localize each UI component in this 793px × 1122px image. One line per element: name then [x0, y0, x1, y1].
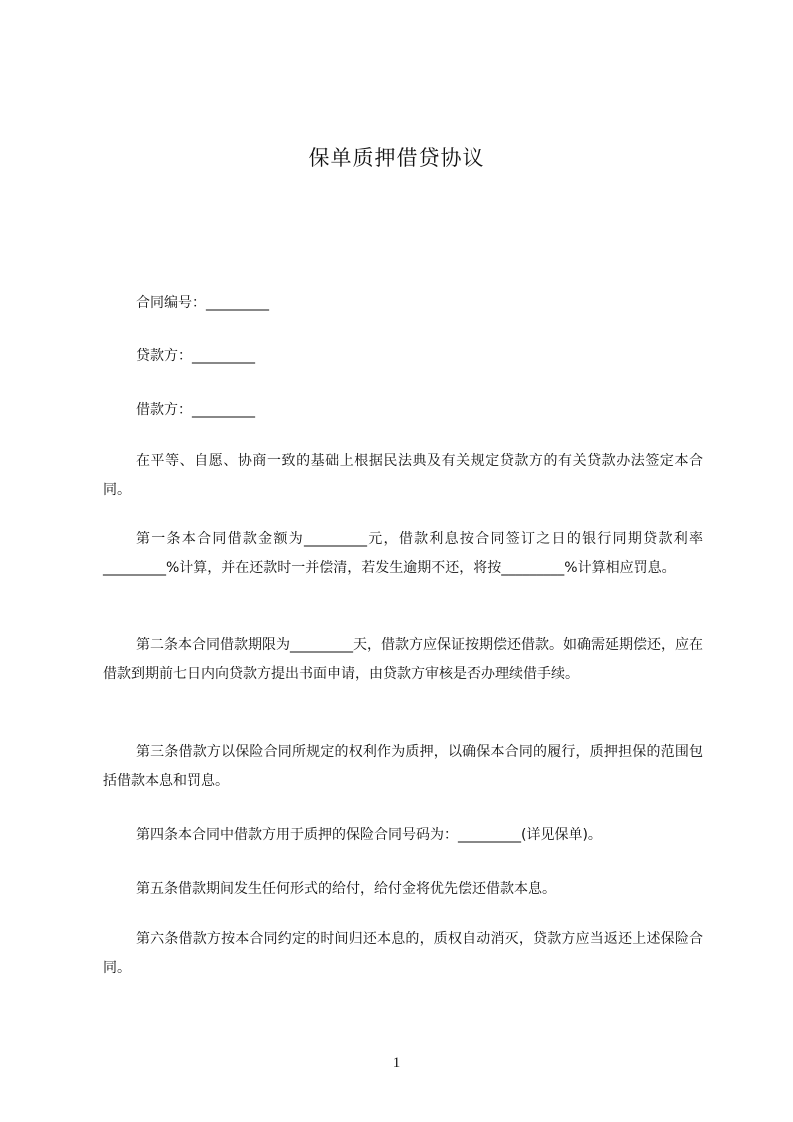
article-4: 第四条本合同中借款方用于质押的保险合同号码为：_________(详见保单)。: [136, 827, 602, 843]
article-6: 第六条借款方按本合同约定的时间归还本息的，质权自动消灭，贷款方应当返还上述保险合同。: [103, 931, 703, 976]
article-1: 第一条本合同借款金额为_________元，借款利息按合同签订之日的银行同期贷款利率_________%计算，并在还款时一并偿清，若发生逾期不还，将按_________%计算相应罚息。: [103, 531, 703, 576]
article-5: 第五条借款期间发生任何形式的给付，给付金将优先偿还借款本息。: [136, 881, 556, 897]
document-title: 保单质押借贷协议: [308, 146, 485, 170]
borrower-field: 借款方：_________: [136, 402, 255, 418]
page-number: 1: [392, 1055, 401, 1071]
lender-field: 贷款方：_________: [136, 348, 255, 364]
article-2: 第二条本合同借款期限为_________天，借款方应保证按期偿还借款。如确需延期偿还，应在借款到期前七日内向贷款方提出书面申请，由贷款方审核是否办理续借手续。: [103, 637, 703, 682]
preamble-paragraph: 在平等、自愿、协商一致的基础上根据民法典及有关规定贷款方的有关贷款办法签定本合同。: [103, 453, 703, 498]
contract-number-field: 合同编号：_________: [136, 295, 269, 311]
article-3: 第三条借款方以保险合同所规定的权利作为质押，以确保本合同的履行，质押担保的范围包括借款本息和罚息。: [103, 744, 703, 789]
